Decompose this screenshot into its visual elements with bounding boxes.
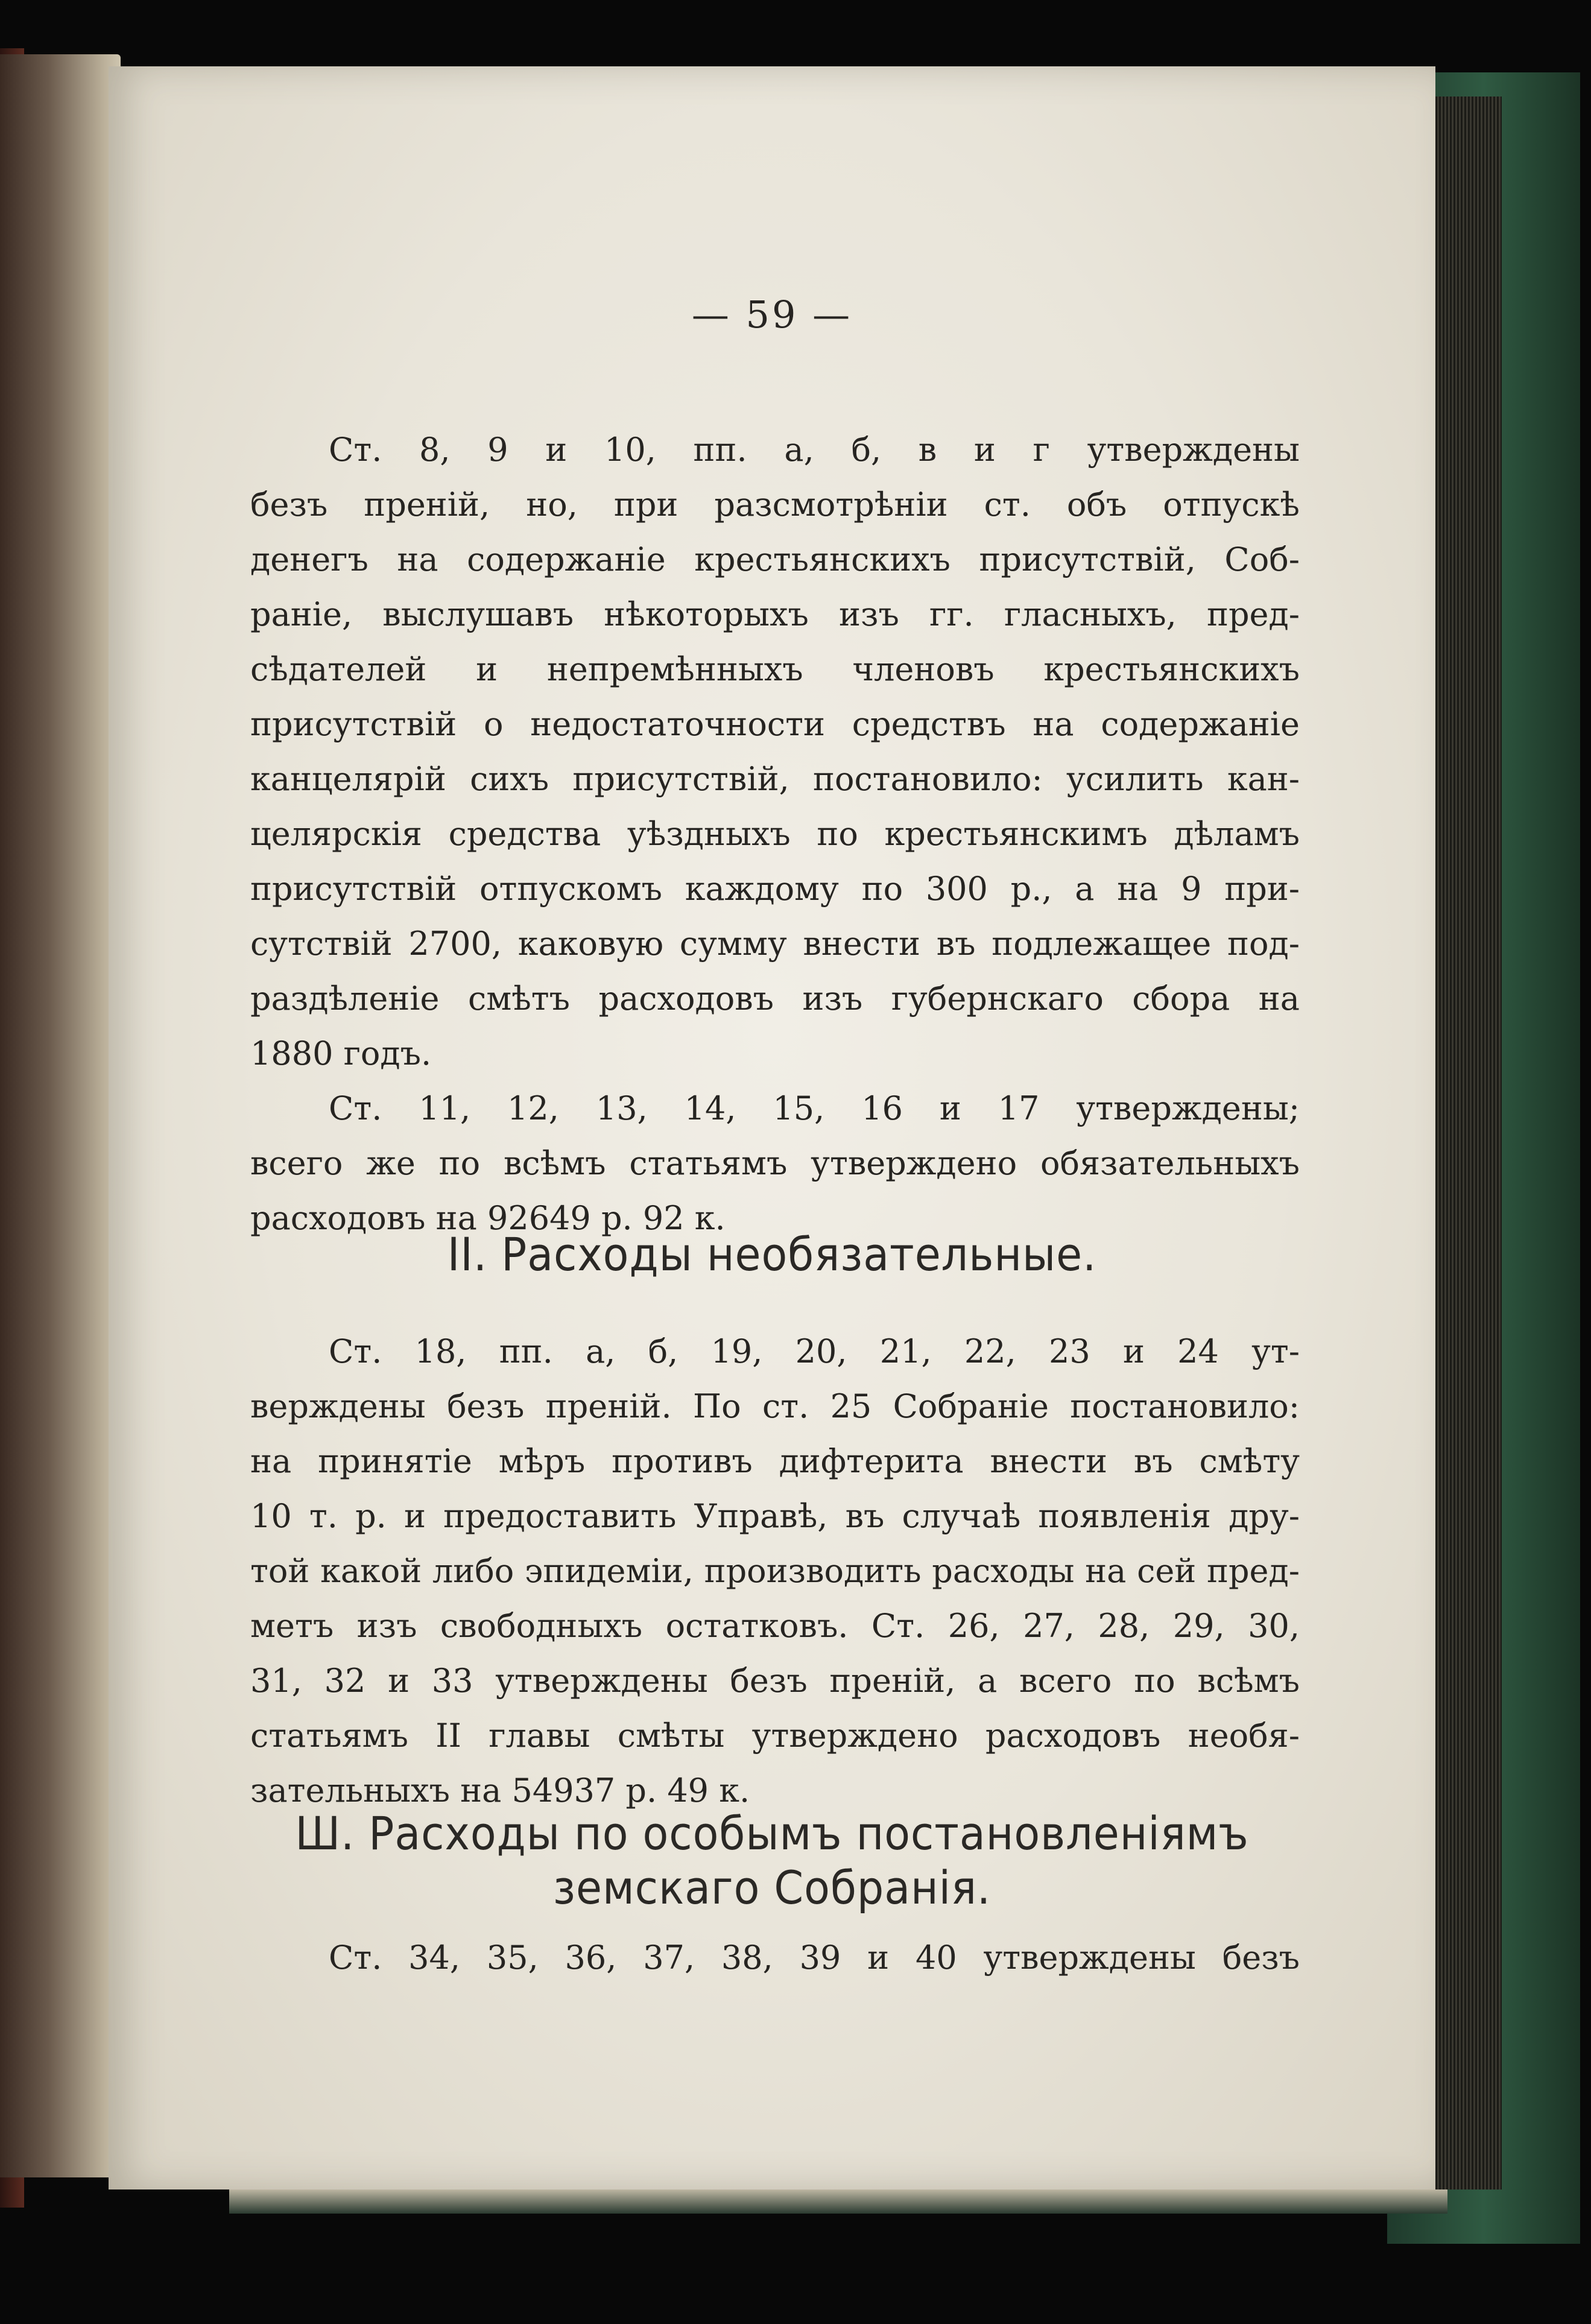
text-line: расходовъ на 92649 р. 92 к. xyxy=(250,1199,726,1237)
text-line: Ст. 18, пп. а, б, 19, 20, 21, 22, 23 и 24 ут- xyxy=(329,1332,1300,1370)
paragraph-articles-34-40 xyxy=(250,1930,1300,1985)
text-line: зательныхъ на 54937 р. 49 к. xyxy=(250,1771,750,1809)
text-line: Ст. 8, 9 и 10, пп. а, б, в и г утверждены xyxy=(329,431,1300,469)
text-line: сѣдателей и непремѣнныхъ членовъ крестьянскихъ xyxy=(250,650,1300,688)
text-line: 31, 32 и 33 утверждены безъ преній, а всего по всѣмъ xyxy=(250,1662,1300,1700)
text-line: Ст. 11, 12, 13, 14, 15, 16 и 17 утверждены; xyxy=(329,1089,1300,1127)
paragraph-articles-11-17 xyxy=(250,1081,1300,1246)
paragraph-articles-18-33 xyxy=(250,1324,1300,1818)
page-number: — 59 — xyxy=(691,293,853,337)
text-line: верждены безъ преній. По ст. 25 Собраніе постановило: xyxy=(250,1387,1300,1425)
text-line: присутствій отпускомъ каждому по 300 р., а на 9 при- xyxy=(250,870,1300,908)
text-line: 10 т. р. и предоставить Управѣ, въ случаѣ появленія дру- xyxy=(250,1497,1300,1535)
text-line: денегъ на содержаніе крестьянскихъ присутствій, Соб- xyxy=(250,540,1300,578)
paragraph-articles-8-10 xyxy=(250,422,1300,1081)
text-line: статьямъ II главы смѣты утверждено расходовъ необя- xyxy=(250,1717,1300,1755)
text-line: целярскія средства уѣздныхъ по крестьянскимъ дѣламъ xyxy=(250,815,1300,853)
text-line: метъ изъ свободныхъ остатковъ. Ст. 26, 27, 28, 29, 30, xyxy=(250,1607,1300,1645)
left-facing-page-edge xyxy=(0,54,121,2177)
text-line: 1880 годъ. xyxy=(250,1034,432,1072)
text-line: всего же по всѣмъ статьямъ утверждено обязательныхъ xyxy=(250,1144,1300,1182)
page-bottom-edge xyxy=(229,2189,1447,2214)
text-line: безъ преній, но, при разсмотрѣніи ст. объ отпускѣ xyxy=(250,486,1300,524)
section-heading-iii-line1: Ш. Расходы по особымъ постановленіямъ xyxy=(295,1806,1249,1860)
book-page xyxy=(109,66,1435,2189)
section-heading-ii: II. Расходы необязательные. xyxy=(447,1227,1097,1281)
text-line: сутствій 2700, каковую сумму внести въ подлежащее под- xyxy=(250,925,1300,963)
text-line: на принятіе мѣръ противъ дифтерита внести въ смѣту xyxy=(250,1442,1300,1480)
text-line: присутствій о недостаточности средствъ на содержаніе xyxy=(250,705,1300,743)
text-line: канцелярій сихъ присутствій, постановило: усилить кан- xyxy=(250,760,1300,798)
text-line: раздѣленіе смѣтъ расходовъ изъ губернскаго сбора на xyxy=(250,980,1300,1018)
text-line: раніе, выслушавъ нѣкоторыхъ изъ гг. гласныхъ, пред- xyxy=(250,595,1300,633)
text-line: Ст. 34, 35, 36, 37, 38, 39 и 40 утверждены безъ xyxy=(329,1939,1300,1977)
text-line: той какой либо эпидеміи, производить расходы на сей пред- xyxy=(250,1552,1300,1590)
section-heading-iii-line2: земскаго Собранія. xyxy=(552,1861,992,1914)
